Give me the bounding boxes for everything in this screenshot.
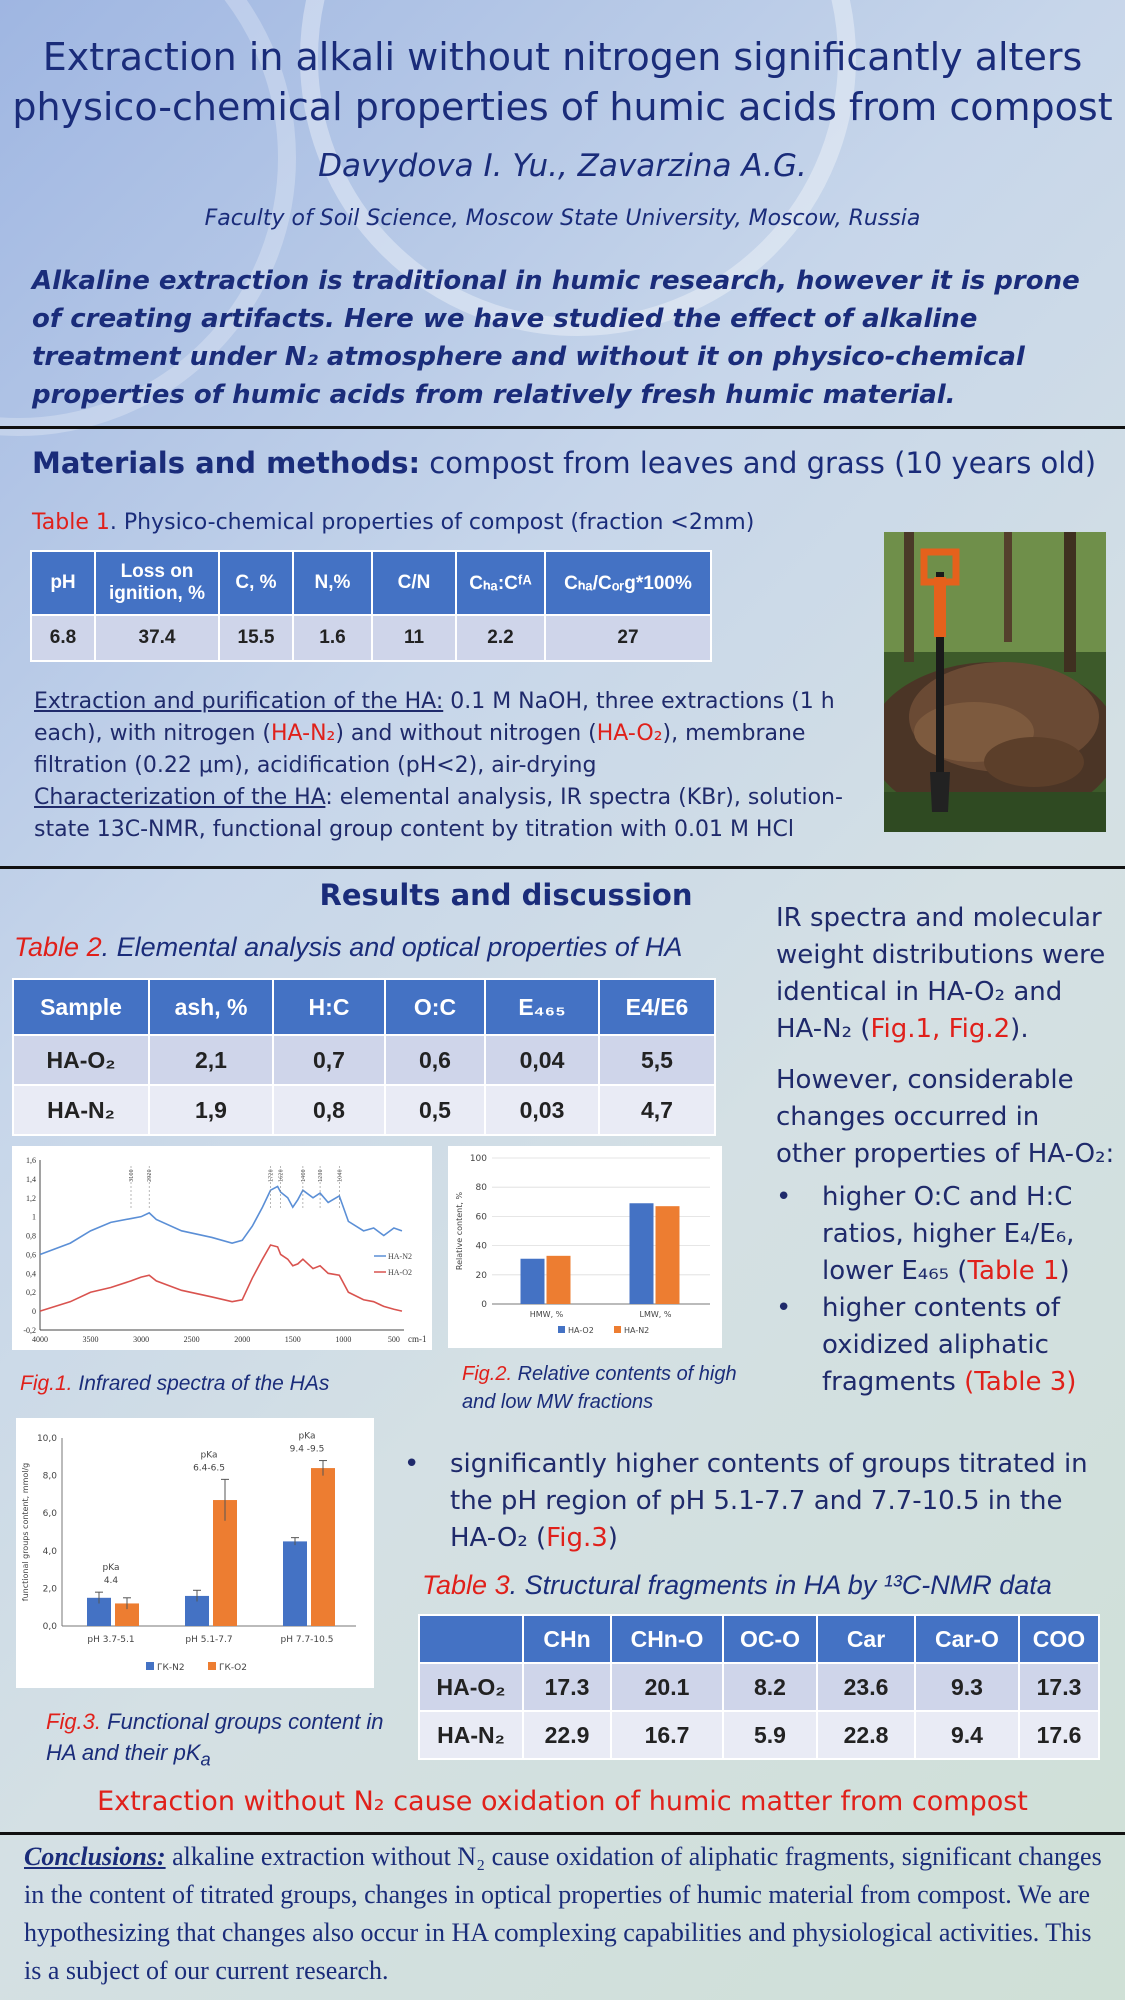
table1-header: C, % xyxy=(219,551,293,615)
y-tick-label: 1 xyxy=(32,1212,36,1222)
table3-header: CHn xyxy=(523,1615,611,1663)
x-tick-label: 2500 xyxy=(183,1335,200,1344)
y-tick-label: 0,6 xyxy=(26,1250,36,1260)
fig3-caption-sub: a xyxy=(200,1748,211,1770)
table3-caption-text: . Structural fragments in HA by ¹³C-NMR data xyxy=(509,1570,1052,1600)
results-paragraph-1-text: IR spectra and molecular weight distributions were identical in HA-O₂ and HA-N₂ ( xyxy=(776,903,1106,1044)
bullet-1-text: higher O:C and H:C ratios, higher E₄/E₆, lower E₄₆₅ ( xyxy=(822,1182,1075,1286)
y-tick-label: 4,0 xyxy=(42,1546,57,1557)
characterization-text: : elemental analysis, IR spectra (KBr), solution-state 13C-NMR, functional group content by titration with 0.01 M HCl xyxy=(34,785,843,842)
table1-caption xyxy=(32,510,754,535)
results-heading: Results and discussion xyxy=(319,878,693,912)
legend-swatch xyxy=(558,1326,565,1333)
table1-cell: 11 xyxy=(372,615,456,661)
methods-heading-bold: Materials and methods: xyxy=(32,446,421,480)
pka-annotation-value: 6.4-6.5 xyxy=(193,1463,225,1474)
methods-heading-rest: compost from leaves and grass (10 years old) xyxy=(420,446,1097,480)
extraction-text-part: ), membrane filtration (0.22 μm), acidification (pH<2), air-drying xyxy=(34,721,806,778)
y-tick-label: 2,0 xyxy=(42,1584,57,1595)
table3-cell: 20.1 xyxy=(611,1663,723,1711)
bullet-3-end: ) xyxy=(607,1523,618,1553)
y-tick-label: 80 xyxy=(475,1183,487,1194)
x-tick-label: 2000 xyxy=(234,1335,251,1344)
table2-cell: 2,1 xyxy=(149,1035,273,1085)
mw-fraction-chart xyxy=(448,1146,722,1348)
table1-header: Loss on ignition, % xyxy=(95,551,219,615)
bullet-2-text: higher contents of oxidized aliphatic fragments xyxy=(822,1293,1061,1397)
table1-cell: 27 xyxy=(545,615,711,661)
table1-label: Table 1 xyxy=(32,510,110,535)
table3-caption xyxy=(422,1570,1052,1601)
table2-cell: HA-N₂ xyxy=(13,1085,149,1135)
x-axis-label: cm-1 xyxy=(408,1334,427,1344)
table3-cell: 17.3 xyxy=(523,1663,611,1711)
bar-n2 xyxy=(283,1541,307,1626)
pka-annotation-value: 9.4 -9.5 xyxy=(289,1444,325,1455)
table1-header: C/N xyxy=(372,551,456,615)
table1-header: N,% xyxy=(293,551,372,615)
legend-label: HA-O2 xyxy=(388,1268,412,1277)
table2-header: Sample xyxy=(13,979,149,1035)
y-tick-label: 0,4 xyxy=(26,1269,36,1279)
peak-label: 2920 xyxy=(147,1169,154,1182)
conclusions-label: Conclusions: xyxy=(24,1842,166,1871)
bar-ha-n2 xyxy=(656,1206,680,1304)
table2-cell: 4,7 xyxy=(599,1085,715,1135)
characterization-label: Characterization of the HA xyxy=(34,785,326,810)
poster-title-line2: physico-chemical properties of humic acids from compost xyxy=(12,85,1113,129)
peak-label: 1400 xyxy=(300,1169,307,1182)
conclusions-text: alkaline extraction without N₂ cause oxidation of aliphatic fragments, significant changes in the content of titrated groups, changes in optical properties of humic material from compost. We are hypothesizing that changes also occur in HA complexing capabilities and physiological activities. This is a subject of our current research. xyxy=(24,1842,1102,1985)
y-tick-label: 20 xyxy=(475,1270,487,1281)
x-tick-label: 1000 xyxy=(335,1335,352,1344)
table3 xyxy=(418,1614,1100,1760)
results-paragraph-1 xyxy=(776,900,1116,1048)
x-tick-label: 4000 xyxy=(32,1335,48,1344)
table2-header: E₄₆₅ xyxy=(485,979,599,1035)
bullet-item xyxy=(776,1179,1116,1290)
table2-caption xyxy=(14,932,682,963)
divider xyxy=(0,866,1125,869)
y-tick-label: 0 xyxy=(32,1307,36,1317)
table3-header: COO xyxy=(1019,1615,1099,1663)
pka-annotation-value: 4.4 xyxy=(103,1576,119,1587)
table1 xyxy=(30,550,712,662)
table3-cell: 8.2 xyxy=(723,1663,817,1711)
table1-cell: 6.8 xyxy=(31,615,95,661)
legend-label: HA-N2 xyxy=(624,1326,650,1335)
bar-o2 xyxy=(311,1468,335,1626)
bar-ha-o2 xyxy=(630,1203,654,1304)
divider xyxy=(0,426,1125,429)
table2-header: H:C xyxy=(273,979,385,1035)
fig1-caption-text: Infrared spectra of the HAs xyxy=(72,1372,330,1395)
x-tick-label: pH 7.7-10.5 xyxy=(280,1635,334,1645)
divider xyxy=(0,1832,1125,1835)
table3-cell: HA-O₂ xyxy=(419,1663,523,1711)
peak-label: 3100 xyxy=(129,1169,135,1182)
x-tick-label: 1500 xyxy=(284,1335,301,1344)
fig3-caption-text: Functional groups content in HA and their pK xyxy=(46,1709,384,1765)
x-tick-label: LMW, % xyxy=(639,1310,672,1319)
table2-header: O:C xyxy=(385,979,485,1035)
table2-header: ash, % xyxy=(149,979,273,1035)
bullet-dot: • xyxy=(776,1182,792,1212)
poster-title-line1: Extraction in alkali without nitrogen significantly alters xyxy=(42,35,1083,79)
y-tick-label: 1,2 xyxy=(26,1193,36,1203)
conclusions-paragraph xyxy=(24,1838,1109,1990)
fig-ref: Fig.3 xyxy=(546,1523,608,1553)
table2-header: E4/E6 xyxy=(599,979,715,1035)
x-tick-label: pH 5.1-7.7 xyxy=(185,1635,233,1645)
fig1-label: Fig.1. xyxy=(20,1372,73,1395)
pka-annotation-label: pKa xyxy=(102,1563,120,1574)
x-tick-label: 3000 xyxy=(133,1335,150,1344)
y-tick-label: 8,0 xyxy=(42,1471,57,1482)
bullet-dot: • xyxy=(404,1449,420,1479)
table3-cell: 16.7 xyxy=(611,1711,723,1759)
y-tick-label: -0,2 xyxy=(23,1326,36,1335)
pka-annotation-label: pKa xyxy=(200,1450,218,1461)
affiliation: Faculty of Soil Science, Moscow State University, Moscow, Russia xyxy=(204,206,921,231)
y-tick-label: 0,2 xyxy=(26,1288,36,1298)
table-ref: Table 1 xyxy=(967,1256,1060,1286)
table1-caption-text: . Physico-chemical properties of compost (fraction <2mm) xyxy=(109,510,755,535)
series-line-ha-o2 xyxy=(40,1245,402,1311)
table2-cell: 0,7 xyxy=(273,1035,385,1085)
results-paragraph-2: However, considerable changes occurred in other properties of HA-O₂: xyxy=(776,1065,1115,1169)
intro-paragraph: Alkaline extraction is traditional in humic research, however it is prone of creating artifacts. Here we have studied the effect of alkaline treatment under N₂ atmosphere and without it on physico-chemical properties of humic acids from relatively fresh humic material. xyxy=(32,266,1080,410)
bullet-3-text: significantly higher contents of groups titrated in the pH region of pH 5.1-7.7 and 7.7-10.5 in the HA-O₂ ( xyxy=(450,1449,1088,1553)
y-tick-label: 40 xyxy=(475,1241,487,1252)
table3-header: Car xyxy=(817,1615,915,1663)
table1-header: pH xyxy=(31,551,95,615)
table2 xyxy=(12,978,716,1136)
y-tick-label: 100 xyxy=(469,1154,487,1164)
table3-cell: 22.9 xyxy=(523,1711,611,1759)
table3-cell: HA-N₂ xyxy=(419,1711,523,1759)
legend-label: HA-N2 xyxy=(388,1252,412,1261)
table2-cell: 5,5 xyxy=(599,1035,715,1085)
fig2-caption xyxy=(462,1360,738,1416)
conclusion-banner: Extraction without N₂ cause oxidation of humic matter from compost xyxy=(97,1786,1028,1817)
table1-cell: 1.6 xyxy=(293,615,372,661)
y-axis-label: functional groups content, mmol/g xyxy=(21,1462,30,1602)
table2-cell: 0,04 xyxy=(485,1035,599,1085)
table2-cell: 0,03 xyxy=(485,1085,599,1135)
series-line-ha-n2 xyxy=(40,1186,402,1254)
y-tick-label: 10,0 xyxy=(36,1434,57,1444)
ha-o2-label: HA-O₂ xyxy=(596,721,663,746)
table3-header: Car-O xyxy=(915,1615,1019,1663)
table1-cell: 37.4 xyxy=(95,615,219,661)
bar-ha-o2 xyxy=(521,1259,545,1304)
bullet-1-end: ) xyxy=(1059,1256,1070,1286)
peak-label: 1720 xyxy=(268,1169,275,1182)
extraction-text-part: 0.1 M NaOH, three extractions (1 h each), with nitrogen ( xyxy=(34,689,835,746)
results-paragraph-1-end: ). xyxy=(1010,1014,1029,1044)
bullet-item xyxy=(776,1290,1116,1401)
x-tick-label: 3500 xyxy=(82,1335,99,1344)
table3-cell: 17.3 xyxy=(1019,1663,1099,1711)
table3-label: Table 3 xyxy=(422,1570,510,1600)
table2-cell: 0,6 xyxy=(385,1035,485,1085)
ir-spectra-chart xyxy=(12,1146,432,1350)
x-tick-label: HMW, % xyxy=(529,1310,564,1319)
fig2-caption-text: Relative contents of high and low MW fractions xyxy=(462,1363,737,1413)
bar-ha-n2 xyxy=(547,1256,571,1304)
bullet-text xyxy=(822,1290,1116,1401)
extraction-text-part: ) and without nitrogen ( xyxy=(335,721,597,746)
ha-n2-label: HA-N₂ xyxy=(271,721,336,746)
y-tick-label: 0,8 xyxy=(26,1231,36,1241)
compost-photo xyxy=(884,532,1106,832)
table3-header: OC-O xyxy=(723,1615,817,1663)
x-tick-label: 500 xyxy=(387,1335,400,1344)
table1-header: Cₕₐ/Cₒᵣg*100% xyxy=(545,551,711,615)
table3-cell: 9.3 xyxy=(915,1663,1019,1711)
table2-cell: 0,5 xyxy=(385,1085,485,1135)
y-tick-label: 60 xyxy=(475,1212,487,1223)
table1-cell: 2.2 xyxy=(456,615,545,661)
table2-caption-text: . Elemental analysis and optical properties of HA xyxy=(101,932,683,962)
table3-cell: 17.6 xyxy=(1019,1711,1099,1759)
bullet-text xyxy=(450,1446,1104,1557)
extraction-text xyxy=(34,686,854,846)
y-tick-label: 1,4 xyxy=(26,1174,36,1184)
results-text-column xyxy=(776,900,1116,1401)
table3-cell: 22.8 xyxy=(817,1711,915,1759)
table3-cell: 5.9 xyxy=(723,1711,817,1759)
table2-cell: HA-O₂ xyxy=(13,1035,149,1085)
x-tick-label: pH 3.7-5.1 xyxy=(87,1635,135,1645)
functional-groups-chart xyxy=(16,1418,374,1688)
peak-label: 1040 xyxy=(337,1169,344,1182)
peak-label: 1230 xyxy=(318,1169,325,1182)
peak-label: 1620 xyxy=(278,1169,285,1182)
fig-ref: Fig.1, Fig.2 xyxy=(870,1014,1011,1044)
y-tick-label: 0,0 xyxy=(42,1622,57,1632)
y-tick-label: 1,6 xyxy=(26,1156,36,1165)
table-ref: (Table 3) xyxy=(964,1367,1077,1397)
table1-header: Cₕₐ:Cᶠᴬ xyxy=(456,551,545,615)
table1-cell: 15.5 xyxy=(219,615,293,661)
table2-cell: 1,9 xyxy=(149,1085,273,1135)
fig3-caption xyxy=(46,1706,386,1774)
pka-annotation-label: pKa xyxy=(298,1431,316,1442)
legend-label: ГК-O2 xyxy=(219,1663,247,1673)
table2-label: Table 2 xyxy=(14,932,102,962)
y-tick-label: 0 xyxy=(481,1300,487,1310)
fig2-label: Fig.2. xyxy=(462,1363,513,1385)
table3-header xyxy=(419,1615,523,1663)
bullet-text xyxy=(822,1179,1116,1290)
legend-swatch xyxy=(208,1662,216,1670)
table3-header: CHn-O xyxy=(611,1615,723,1663)
fig1-caption xyxy=(20,1372,329,1396)
table3-cell: 9.4 xyxy=(915,1711,1019,1759)
table2-cell: 0,8 xyxy=(273,1085,385,1135)
extraction-label: Extraction and purification of the HA: xyxy=(34,689,444,714)
fig3-label: Fig.3. xyxy=(46,1709,102,1734)
legend-swatch xyxy=(614,1326,621,1333)
legend-label: ГК-N2 xyxy=(157,1663,185,1673)
legend-swatch xyxy=(146,1662,154,1670)
bullet-item xyxy=(404,1446,1104,1557)
y-tick-label: 6,0 xyxy=(42,1509,57,1520)
bullet-dot: • xyxy=(776,1293,792,1323)
legend-label: HA-O2 xyxy=(568,1326,594,1335)
authors: Davydova I. Yu., Zavarzina A.G. xyxy=(318,148,807,184)
table3-cell: 23.6 xyxy=(817,1663,915,1711)
methods-heading xyxy=(32,446,1096,480)
y-axis-label: Relative content, % xyxy=(455,1191,464,1271)
